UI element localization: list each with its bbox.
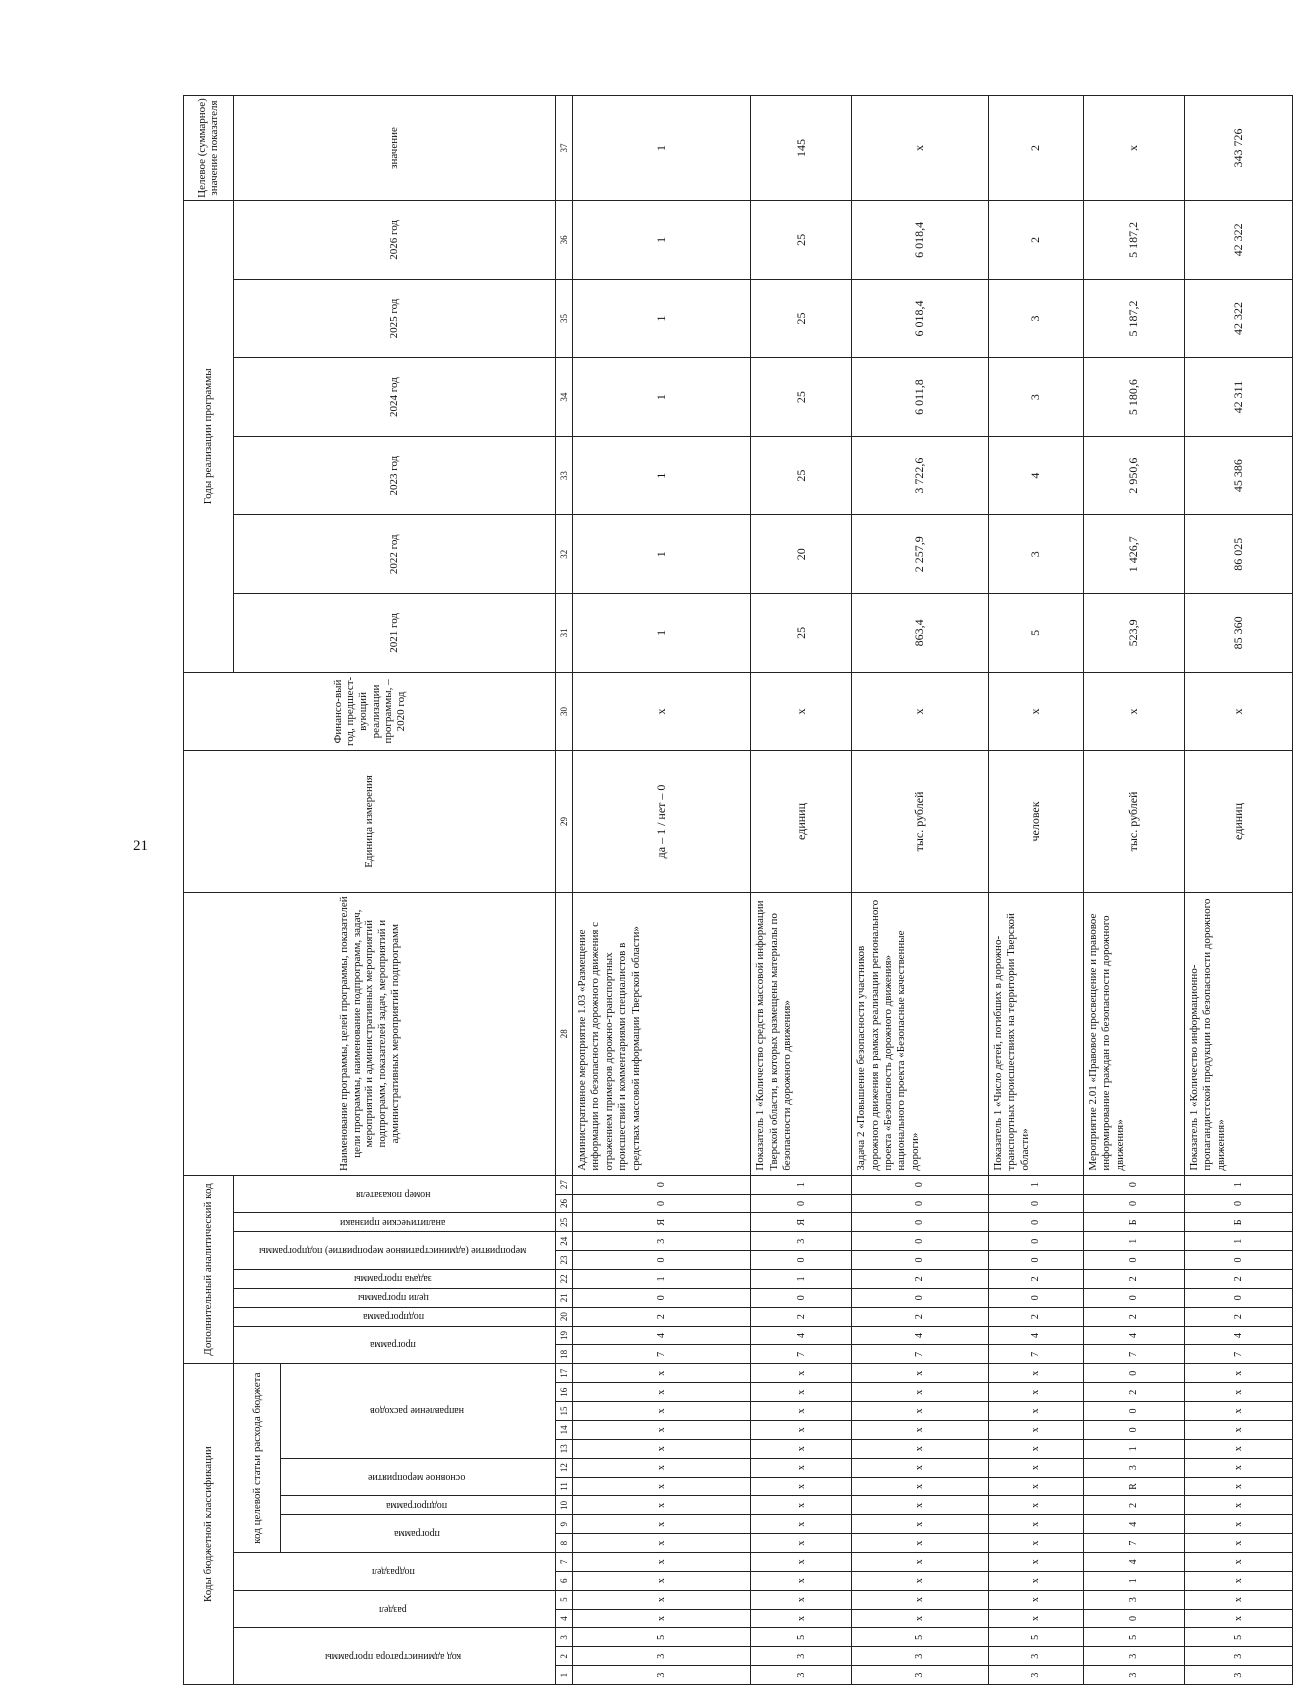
program-table <box>183 95 1293 1685</box>
code-cell: 0 <box>572 1194 750 1213</box>
code-cell: 0 <box>852 1251 989 1270</box>
column-number: 30 <box>556 672 573 751</box>
header-d-meropr: мероприятие (административное мероприятие) подпрограммы <box>233 1232 555 1270</box>
code-cell: 7 <box>751 1345 852 1364</box>
column-number: 26 <box>556 1194 573 1213</box>
code-cell: х <box>988 1515 1083 1534</box>
row-unit: тыс. рублей <box>1083 751 1184 892</box>
code-cell: х <box>1184 1383 1292 1402</box>
code-cell: х <box>751 1552 852 1571</box>
row-fin-year: х <box>988 672 1083 751</box>
column-number: 24 <box>556 1232 573 1251</box>
code-cell: 3 <box>1184 1647 1292 1666</box>
row-name: Мероприятие 2.01 «Правовое просвещение и правовое информирование граждан по безопасности дорожного движения» <box>1083 892 1184 1175</box>
code-cell: 1 <box>988 1175 1083 1194</box>
code-cell: 2 <box>1083 1307 1184 1326</box>
row-year-value: 25 <box>751 436 852 515</box>
code-cell: х <box>751 1515 852 1534</box>
code-cell: 1 <box>751 1175 852 1194</box>
code-cell: 3 <box>751 1647 852 1666</box>
code-cell: х <box>751 1609 852 1628</box>
row-year-value: 1 <box>572 358 750 437</box>
code-cell: х <box>852 1496 989 1515</box>
code-cell: 0 <box>1184 1194 1292 1213</box>
code-cell: 3 <box>572 1666 750 1685</box>
code-cell: 0 <box>988 1232 1083 1251</box>
row-fin-year: х <box>1083 672 1184 751</box>
header-year-2024: 2024 год <box>233 358 555 437</box>
row-year-value: 42 322 <box>1184 201 1292 280</box>
column-number: 6 <box>556 1571 573 1590</box>
header-year-2023: 2023 год <box>233 436 555 515</box>
code-cell: 7 <box>1083 1534 1184 1553</box>
code-cell: х <box>988 1477 1083 1496</box>
code-cell: 7 <box>988 1345 1083 1364</box>
code-cell: 4 <box>988 1326 1083 1345</box>
row-year-value: 2 257,9 <box>852 515 989 594</box>
code-cell: 5 <box>1083 1628 1184 1647</box>
header-d-anal: аналитические признаки <box>233 1213 555 1232</box>
row-year-value: 86 025 <box>1184 515 1292 594</box>
row-year-value: 5 187,2 <box>1083 279 1184 358</box>
code-cell: 2 <box>1184 1269 1292 1288</box>
code-cell: х <box>852 1402 989 1421</box>
code-cell: х <box>988 1420 1083 1439</box>
column-number: 7 <box>556 1552 573 1571</box>
row-year-value: 5 187,2 <box>1083 201 1184 280</box>
code-cell: 3 <box>1083 1647 1184 1666</box>
code-cell: х <box>1184 1458 1292 1477</box>
column-number: 1 <box>556 1666 573 1685</box>
column-number: 14 <box>556 1420 573 1439</box>
header-years-group: Годы реализации программы <box>184 201 234 673</box>
code-cell: 0 <box>1083 1251 1184 1270</box>
row-year-value: 25 <box>751 201 852 280</box>
code-cell: х <box>988 1402 1083 1421</box>
row-year-value: 5 <box>988 594 1083 673</box>
code-cell: 4 <box>852 1326 989 1345</box>
row-year-value: 25 <box>751 358 852 437</box>
table-row <box>572 96 750 1685</box>
row-name: Показатель 1 «Число детей, погибших в дорожно-транспортных происшествиях на территории Тверской области» <box>988 892 1083 1175</box>
code-cell: 3 <box>572 1232 750 1251</box>
row-target: х <box>1083 96 1184 201</box>
header-d-cel: цели программы <box>233 1288 555 1307</box>
code-cell: х <box>988 1458 1083 1477</box>
code-cell: х <box>988 1609 1083 1628</box>
code-cell: х <box>751 1364 852 1383</box>
code-cell: х <box>1184 1439 1292 1458</box>
column-number: 11 <box>556 1477 573 1496</box>
row-unit: тыс. рублей <box>852 751 989 892</box>
row-year-value: 3 <box>988 279 1083 358</box>
column-number: 3 <box>556 1628 573 1647</box>
code-cell: Б <box>1184 1213 1292 1232</box>
column-number: 27 <box>556 1175 573 1194</box>
code-cell: х <box>572 1534 750 1553</box>
code-cell: х <box>852 1364 989 1383</box>
code-cell: х <box>852 1383 989 1402</box>
column-numbers-row <box>556 96 573 1685</box>
column-number: 22 <box>556 1269 573 1288</box>
row-year-value: 4 <box>988 436 1083 515</box>
code-cell: х <box>751 1383 852 1402</box>
column-number: 19 <box>556 1326 573 1345</box>
code-cell: х <box>852 1515 989 1534</box>
column-number: 20 <box>556 1307 573 1326</box>
header-target: значение <box>233 96 555 201</box>
code-cell: х <box>852 1571 989 1590</box>
code-cell: х <box>1184 1515 1292 1534</box>
header-podprogramma: подпрограмма <box>281 1496 556 1515</box>
rotated-table-wrapper <box>183 95 1293 1685</box>
code-cell: х <box>751 1458 852 1477</box>
code-cell: 3 <box>1083 1590 1184 1609</box>
code-cell: х <box>988 1496 1083 1515</box>
row-target: 1 <box>572 96 750 201</box>
header-podrazdel: подраздел <box>233 1552 555 1590</box>
row-name: Задача 2 «Повышение безопасности участников дорожного движения в рамках реализации регионального проекта «Безопасность дорожного движения» национального проекта «Безопасные качественные дороги» <box>852 892 989 1175</box>
code-cell: х <box>572 1402 750 1421</box>
code-cell: 3 <box>1184 1666 1292 1685</box>
code-cell: х <box>572 1439 750 1458</box>
code-cell: 0 <box>572 1175 750 1194</box>
code-cell: 2 <box>988 1269 1083 1288</box>
code-cell: R <box>1083 1477 1184 1496</box>
header-target-group: Целевое (суммарное) значение показателя <box>184 96 234 201</box>
column-number: 35 <box>556 279 573 358</box>
code-cell: 7 <box>1083 1345 1184 1364</box>
row-year-value: 25 <box>751 594 852 673</box>
row-target: 343 726 <box>1184 96 1292 201</box>
code-cell: 0 <box>988 1213 1083 1232</box>
code-cell: 1 <box>1184 1232 1292 1251</box>
code-cell: 4 <box>751 1326 852 1345</box>
code-cell: 1 <box>1083 1439 1184 1458</box>
code-cell: 5 <box>1184 1628 1292 1647</box>
code-cell: 2 <box>1184 1307 1292 1326</box>
row-year-value: 20 <box>751 515 852 594</box>
column-number: 18 <box>556 1345 573 1364</box>
code-cell: 4 <box>1083 1515 1184 1534</box>
code-cell: х <box>572 1477 750 1496</box>
code-cell: 3 <box>852 1647 989 1666</box>
code-cell: х <box>1184 1477 1292 1496</box>
code-cell: 0 <box>1083 1288 1184 1307</box>
row-year-value: 1 <box>572 594 750 673</box>
header-dop-code: Дополнительный аналитический код <box>184 1175 234 1364</box>
code-cell: х <box>572 1458 750 1477</box>
code-cell: х <box>572 1552 750 1571</box>
header-year-2021: 2021 год <box>233 594 555 673</box>
table-row <box>1184 96 1292 1685</box>
row-year-value: 863,4 <box>852 594 989 673</box>
row-name: Административное мероприятие 1.03 «Размещение информации по безопасности дорожного движения с отражением примеров дорожно-транспортных происшествий и комментариями специалистов в средствах массовой информации Тверской области» <box>572 892 750 1175</box>
column-number: 2 <box>556 1647 573 1666</box>
code-cell: х <box>751 1477 852 1496</box>
header-kcsr: код целевой статьи расхода бюджета <box>233 1364 281 1553</box>
row-year-value: 6 018,4 <box>852 279 989 358</box>
code-cell: 0 <box>1083 1420 1184 1439</box>
code-cell: 5 <box>751 1628 852 1647</box>
code-cell: х <box>751 1496 852 1515</box>
row-name: Показатель 1 «Количество информационно-пропагандистской продукции по безопасности дорожного движения» <box>1184 892 1292 1175</box>
row-fin-year: х <box>1184 672 1292 751</box>
header-year-2022: 2022 год <box>233 515 555 594</box>
row-unit: да – 1 / нет – 0 <box>572 751 750 892</box>
row-year-value: 6 018,4 <box>852 201 989 280</box>
code-cell: Я <box>572 1213 750 1232</box>
code-cell: х <box>988 1534 1083 1553</box>
code-cell: 5 <box>852 1628 989 1647</box>
code-cell: 7 <box>572 1345 750 1364</box>
code-cell: х <box>751 1571 852 1590</box>
code-cell: х <box>1184 1534 1292 1553</box>
code-cell: х <box>572 1515 750 1534</box>
code-cell: х <box>572 1364 750 1383</box>
row-year-value: 1 426,7 <box>1083 515 1184 594</box>
row-unit: человек <box>988 751 1083 892</box>
row-year-value: 1 <box>572 515 750 594</box>
header-kbk: Коды бюджетной классификации <box>184 1364 234 1685</box>
code-cell: 3 <box>751 1666 852 1685</box>
row-fin-year: х <box>852 672 989 751</box>
row-year-value: 25 <box>751 279 852 358</box>
code-cell: 0 <box>1083 1609 1184 1628</box>
column-number: 33 <box>556 436 573 515</box>
code-cell: 4 <box>1083 1326 1184 1345</box>
column-number: 29 <box>556 751 573 892</box>
code-cell: х <box>988 1590 1083 1609</box>
table-row <box>751 96 852 1685</box>
column-number: 31 <box>556 594 573 673</box>
row-year-value: 2 950,6 <box>1083 436 1184 515</box>
column-number: 36 <box>556 201 573 280</box>
code-cell: 1 <box>751 1269 852 1288</box>
code-cell: х <box>852 1552 989 1571</box>
row-year-value: 6 011,8 <box>852 358 989 437</box>
code-cell: х <box>852 1477 989 1496</box>
column-number: 17 <box>556 1364 573 1383</box>
code-cell: 3 <box>572 1647 750 1666</box>
row-fin-year: х <box>572 672 750 751</box>
code-cell: 0 <box>1083 1194 1184 1213</box>
code-cell: 0 <box>1083 1402 1184 1421</box>
row-target: 145 <box>751 96 852 201</box>
code-cell: 1 <box>572 1269 750 1288</box>
header-d-zadacha: задача программы <box>233 1269 555 1288</box>
row-year-value: 2 <box>988 201 1083 280</box>
row-year-value: 42 311 <box>1184 358 1292 437</box>
row-fin-year: х <box>751 672 852 751</box>
code-cell: х <box>988 1552 1083 1571</box>
row-year-value: 45 386 <box>1184 436 1292 515</box>
code-cell: 3 <box>988 1666 1083 1685</box>
code-cell: х <box>572 1496 750 1515</box>
code-cell: х <box>572 1609 750 1628</box>
code-cell: х <box>572 1590 750 1609</box>
column-number: 32 <box>556 515 573 594</box>
column-number: 15 <box>556 1402 573 1421</box>
column-number: 28 <box>556 892 573 1175</box>
code-cell: 0 <box>751 1251 852 1270</box>
code-cell: 1 <box>1083 1232 1184 1251</box>
row-target: х <box>852 96 989 201</box>
column-number: 4 <box>556 1609 573 1628</box>
row-year-value: 42 322 <box>1184 279 1292 358</box>
row-year-value: 3 <box>988 358 1083 437</box>
code-cell: х <box>572 1383 750 1402</box>
code-cell: 4 <box>1184 1326 1292 1345</box>
code-cell: 0 <box>988 1194 1083 1213</box>
row-target: 2 <box>988 96 1083 201</box>
code-cell: 0 <box>852 1175 989 1194</box>
code-cell: 3 <box>1083 1458 1184 1477</box>
code-cell: 2 <box>988 1307 1083 1326</box>
column-number: 12 <box>556 1458 573 1477</box>
code-cell: х <box>751 1439 852 1458</box>
code-cell: х <box>1184 1609 1292 1628</box>
code-cell: 3 <box>852 1666 989 1685</box>
column-number: 25 <box>556 1213 573 1232</box>
code-cell: 3 <box>988 1647 1083 1666</box>
code-cell: 0 <box>1184 1288 1292 1307</box>
header-razdel: раздел <box>233 1590 555 1628</box>
header-d-nomer: номер показателя <box>233 1175 555 1213</box>
row-year-value: 3 722,6 <box>852 436 989 515</box>
code-cell: 2 <box>572 1307 750 1326</box>
column-number: 21 <box>556 1288 573 1307</box>
row-year-value: 1 <box>572 436 750 515</box>
header-d-programma: программа <box>233 1326 555 1364</box>
code-cell: Б <box>1083 1213 1184 1232</box>
code-cell: 0 <box>572 1288 750 1307</box>
code-cell: х <box>852 1590 989 1609</box>
column-number: 8 <box>556 1534 573 1553</box>
code-cell: х <box>988 1383 1083 1402</box>
code-cell: 2 <box>852 1269 989 1288</box>
code-cell: х <box>751 1590 852 1609</box>
code-cell: х <box>751 1402 852 1421</box>
header-fin-year: Финансо-вый год, предшест-вующий реализации программы, – 2020 год <box>184 672 556 751</box>
code-cell: 0 <box>751 1288 852 1307</box>
header-osn-meropr: основное мероприятие <box>281 1458 556 1496</box>
code-cell: 0 <box>1083 1175 1184 1194</box>
header-year-2026: 2026 год <box>233 201 555 280</box>
code-cell: 0 <box>1083 1364 1184 1383</box>
column-number: 13 <box>556 1439 573 1458</box>
code-cell: х <box>572 1420 750 1439</box>
header-unit: Единица измерения <box>184 751 556 892</box>
table-row <box>1083 96 1184 1685</box>
code-cell: х <box>1184 1552 1292 1571</box>
code-cell: 0 <box>852 1213 989 1232</box>
code-cell: 5 <box>572 1628 750 1647</box>
row-year-value: 1 <box>572 201 750 280</box>
code-cell: х <box>988 1571 1083 1590</box>
row-year-value: 3 <box>988 515 1083 594</box>
header-name: Наименование программы, целей программы, показателей цели программы, наименование подпрограмм, задач, мероприятий и административных мероприятий подпрограмм, показателей задач, мероприятий и административных мероприятий подпрограмм <box>184 892 556 1175</box>
column-number: 34 <box>556 358 573 437</box>
header-admin-code: код администратора программы <box>233 1628 555 1685</box>
code-cell: х <box>1184 1364 1292 1383</box>
code-cell: х <box>572 1571 750 1590</box>
table-row <box>988 96 1083 1685</box>
row-year-value: 523,9 <box>1083 594 1184 673</box>
row-year-value: 85 360 <box>1184 594 1292 673</box>
header-programma: программа <box>281 1515 556 1553</box>
column-number: 10 <box>556 1496 573 1515</box>
code-cell: 0 <box>988 1288 1083 1307</box>
column-number: 16 <box>556 1383 573 1402</box>
header-year-2025: 2025 год <box>233 279 555 358</box>
table-row <box>852 96 989 1685</box>
code-cell: х <box>751 1534 852 1553</box>
row-unit: единиц <box>751 751 852 892</box>
column-number: 5 <box>556 1590 573 1609</box>
page-number: 21 <box>133 838 148 854</box>
code-cell: х <box>852 1420 989 1439</box>
code-cell: 3 <box>751 1232 852 1251</box>
code-cell: 2 <box>1083 1269 1184 1288</box>
header-napr-rashodov: направление расходов <box>281 1364 556 1458</box>
code-cell: 0 <box>988 1251 1083 1270</box>
code-cell: 4 <box>1083 1552 1184 1571</box>
code-cell: 2 <box>1083 1383 1184 1402</box>
code-cell: х <box>852 1534 989 1553</box>
code-cell: 0 <box>751 1194 852 1213</box>
code-cell: 7 <box>1184 1345 1292 1364</box>
code-cell: 2 <box>1083 1496 1184 1515</box>
code-cell: х <box>852 1458 989 1477</box>
code-cell: 1 <box>1083 1571 1184 1590</box>
code-cell: х <box>988 1364 1083 1383</box>
code-cell: х <box>852 1609 989 1628</box>
code-cell: 0 <box>852 1232 989 1251</box>
code-cell: 0 <box>852 1194 989 1213</box>
code-cell: х <box>1184 1420 1292 1439</box>
column-number: 23 <box>556 1251 573 1270</box>
code-cell: 5 <box>988 1628 1083 1647</box>
code-cell: х <box>988 1439 1083 1458</box>
row-year-value: 5 180,6 <box>1083 358 1184 437</box>
column-number: 37 <box>556 96 573 201</box>
code-cell: 2 <box>751 1307 852 1326</box>
code-cell: 2 <box>852 1307 989 1326</box>
code-cell: х <box>751 1420 852 1439</box>
code-cell: 3 <box>1083 1666 1184 1685</box>
code-cell: 0 <box>852 1288 989 1307</box>
header-d-podprogramma: подпрограмма <box>233 1307 555 1326</box>
code-cell: х <box>1184 1496 1292 1515</box>
code-cell: х <box>1184 1402 1292 1421</box>
code-cell: х <box>852 1439 989 1458</box>
code-cell: 0 <box>572 1251 750 1270</box>
code-cell: 7 <box>852 1345 989 1364</box>
code-cell: 1 <box>1184 1175 1292 1194</box>
row-unit: единиц <box>1184 751 1292 892</box>
code-cell: 0 <box>1184 1251 1292 1270</box>
code-cell: х <box>1184 1571 1292 1590</box>
code-cell: Я <box>751 1213 852 1232</box>
code-cell: 4 <box>572 1326 750 1345</box>
row-name: Показатель 1 «Количество средств массовой информации Тверской области, в которых размещены материалы по безопасности дорожного движения» <box>751 892 852 1175</box>
row-year-value: 1 <box>572 279 750 358</box>
code-cell: х <box>1184 1590 1292 1609</box>
column-number: 9 <box>556 1515 573 1534</box>
